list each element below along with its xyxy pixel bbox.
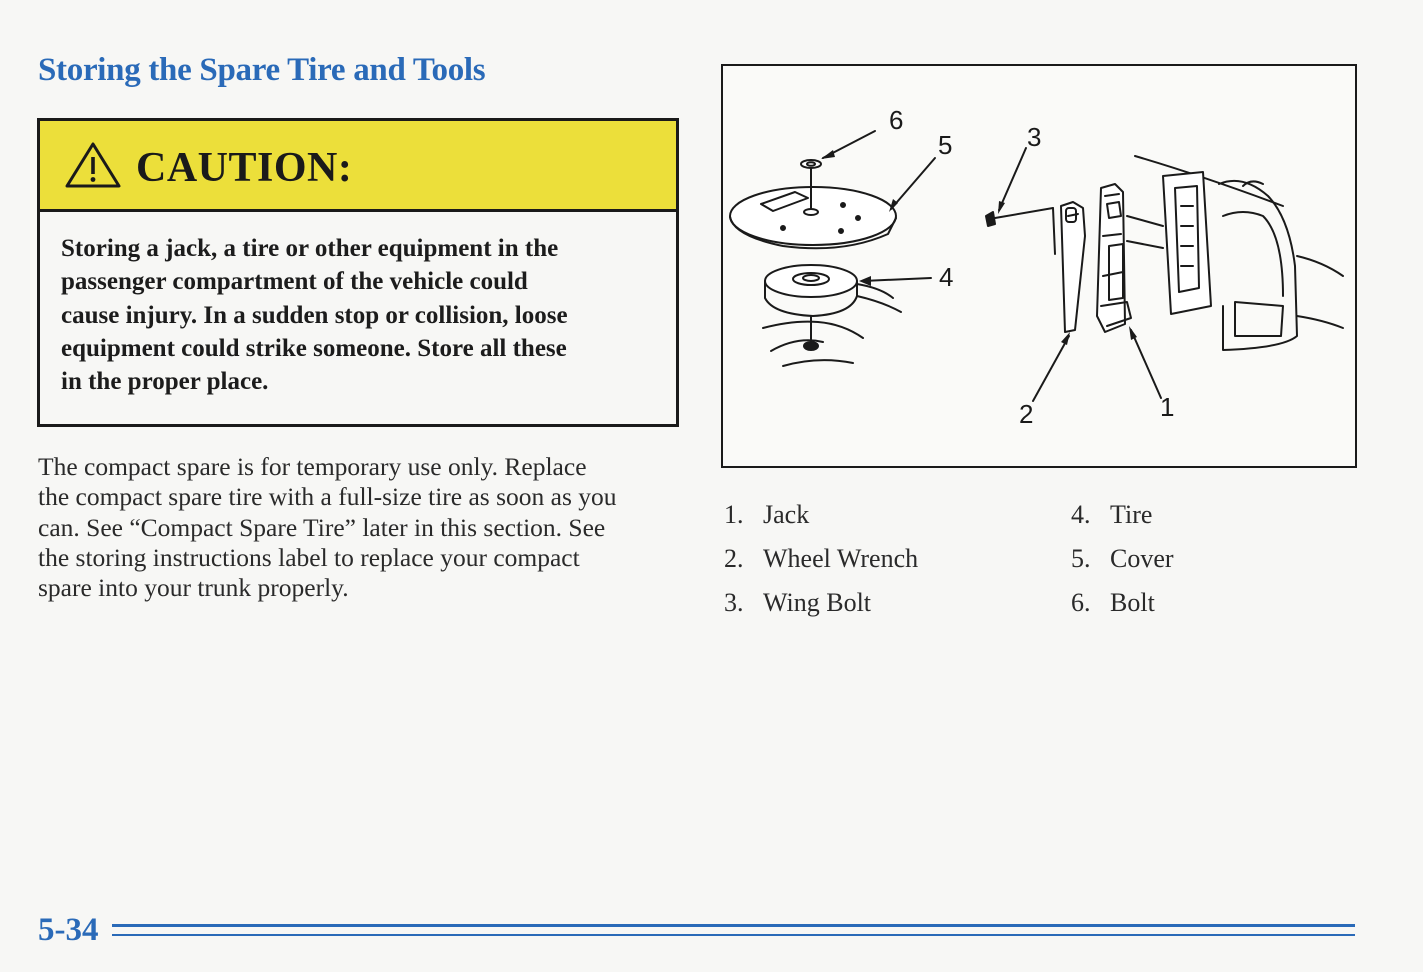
callout-4: 4 xyxy=(939,262,954,292)
legend-item xyxy=(724,500,918,544)
body-line: can. See “Compact Spare Tire” later in this section. See xyxy=(38,512,606,542)
wheel-wrench-drawing xyxy=(1061,202,1085,332)
legend-item xyxy=(1071,588,1174,632)
body-line: the storing instructions label to replace your compact xyxy=(38,542,580,572)
jack-drawing xyxy=(1097,184,1131,332)
legend-number: 3. xyxy=(724,588,744,617)
legend-label: Jack xyxy=(763,500,810,529)
legend-label: Cover xyxy=(1110,544,1174,573)
legend-label: Tire xyxy=(1110,500,1153,529)
legend-number: 5. xyxy=(1071,544,1091,573)
spare-tire-illustration xyxy=(721,64,1357,468)
legend-left xyxy=(724,500,918,632)
warning-triangle-icon xyxy=(64,140,122,190)
tire-drawing xyxy=(765,265,901,316)
callout-2: 2 xyxy=(1019,399,1034,429)
caution-line: cause injury. In a sudden stop or collision, loose xyxy=(61,301,568,329)
callout-3: 3 xyxy=(1027,122,1042,152)
caution-line: equipment could strike someone. Store all these xyxy=(61,334,567,362)
callout-6: 6 xyxy=(889,105,904,135)
legend-item xyxy=(724,588,918,632)
body-line: the compact spare tire with a full-size tire as soon as you xyxy=(38,482,617,512)
legend-number: 6. xyxy=(1071,588,1091,617)
legend-number: 4. xyxy=(1071,500,1091,529)
caution-line: passenger compartment of the vehicle could xyxy=(61,268,528,296)
caution-line: in the proper place. xyxy=(61,368,269,396)
page-title: Storing the Spare Tire and Tools xyxy=(38,52,486,88)
legend-right xyxy=(1071,500,1174,632)
legend-item xyxy=(1071,500,1174,544)
body-line: The compact spare is for temporary use only. Replace xyxy=(38,452,587,481)
body-paragraph xyxy=(38,452,678,603)
legend-number: 2. xyxy=(724,544,744,573)
caution-heading: CAUTION: xyxy=(136,145,353,191)
body-line: spare into your trunk properly. xyxy=(38,573,349,603)
legend-item xyxy=(724,544,918,588)
page-number: 5-34 xyxy=(38,912,99,948)
caution-box xyxy=(37,118,679,427)
legend-label: Wing Bolt xyxy=(763,588,872,617)
trunk-side-drawing xyxy=(1127,156,1343,350)
cover-drawing xyxy=(730,187,896,248)
caution-text xyxy=(40,212,676,398)
legend-label: Wheel Wrench xyxy=(763,544,919,573)
legend-item xyxy=(1071,544,1174,588)
callout-5: 5 xyxy=(938,130,953,160)
legend-label: Bolt xyxy=(1110,588,1155,617)
callout-arrowheads xyxy=(821,150,1137,345)
caution-header xyxy=(40,121,676,212)
callout-1: 1 xyxy=(1160,392,1175,422)
wing-bolt-drawing xyxy=(986,208,1055,254)
footer-rule xyxy=(112,924,1355,927)
footer-rule xyxy=(112,934,1355,936)
caution-line: Storing a jack, a tire or other equipment in the xyxy=(61,235,559,262)
legend-number: 1. xyxy=(724,500,744,529)
trunk-floor-drawing xyxy=(763,316,863,366)
illustration-drawing xyxy=(723,66,1355,466)
